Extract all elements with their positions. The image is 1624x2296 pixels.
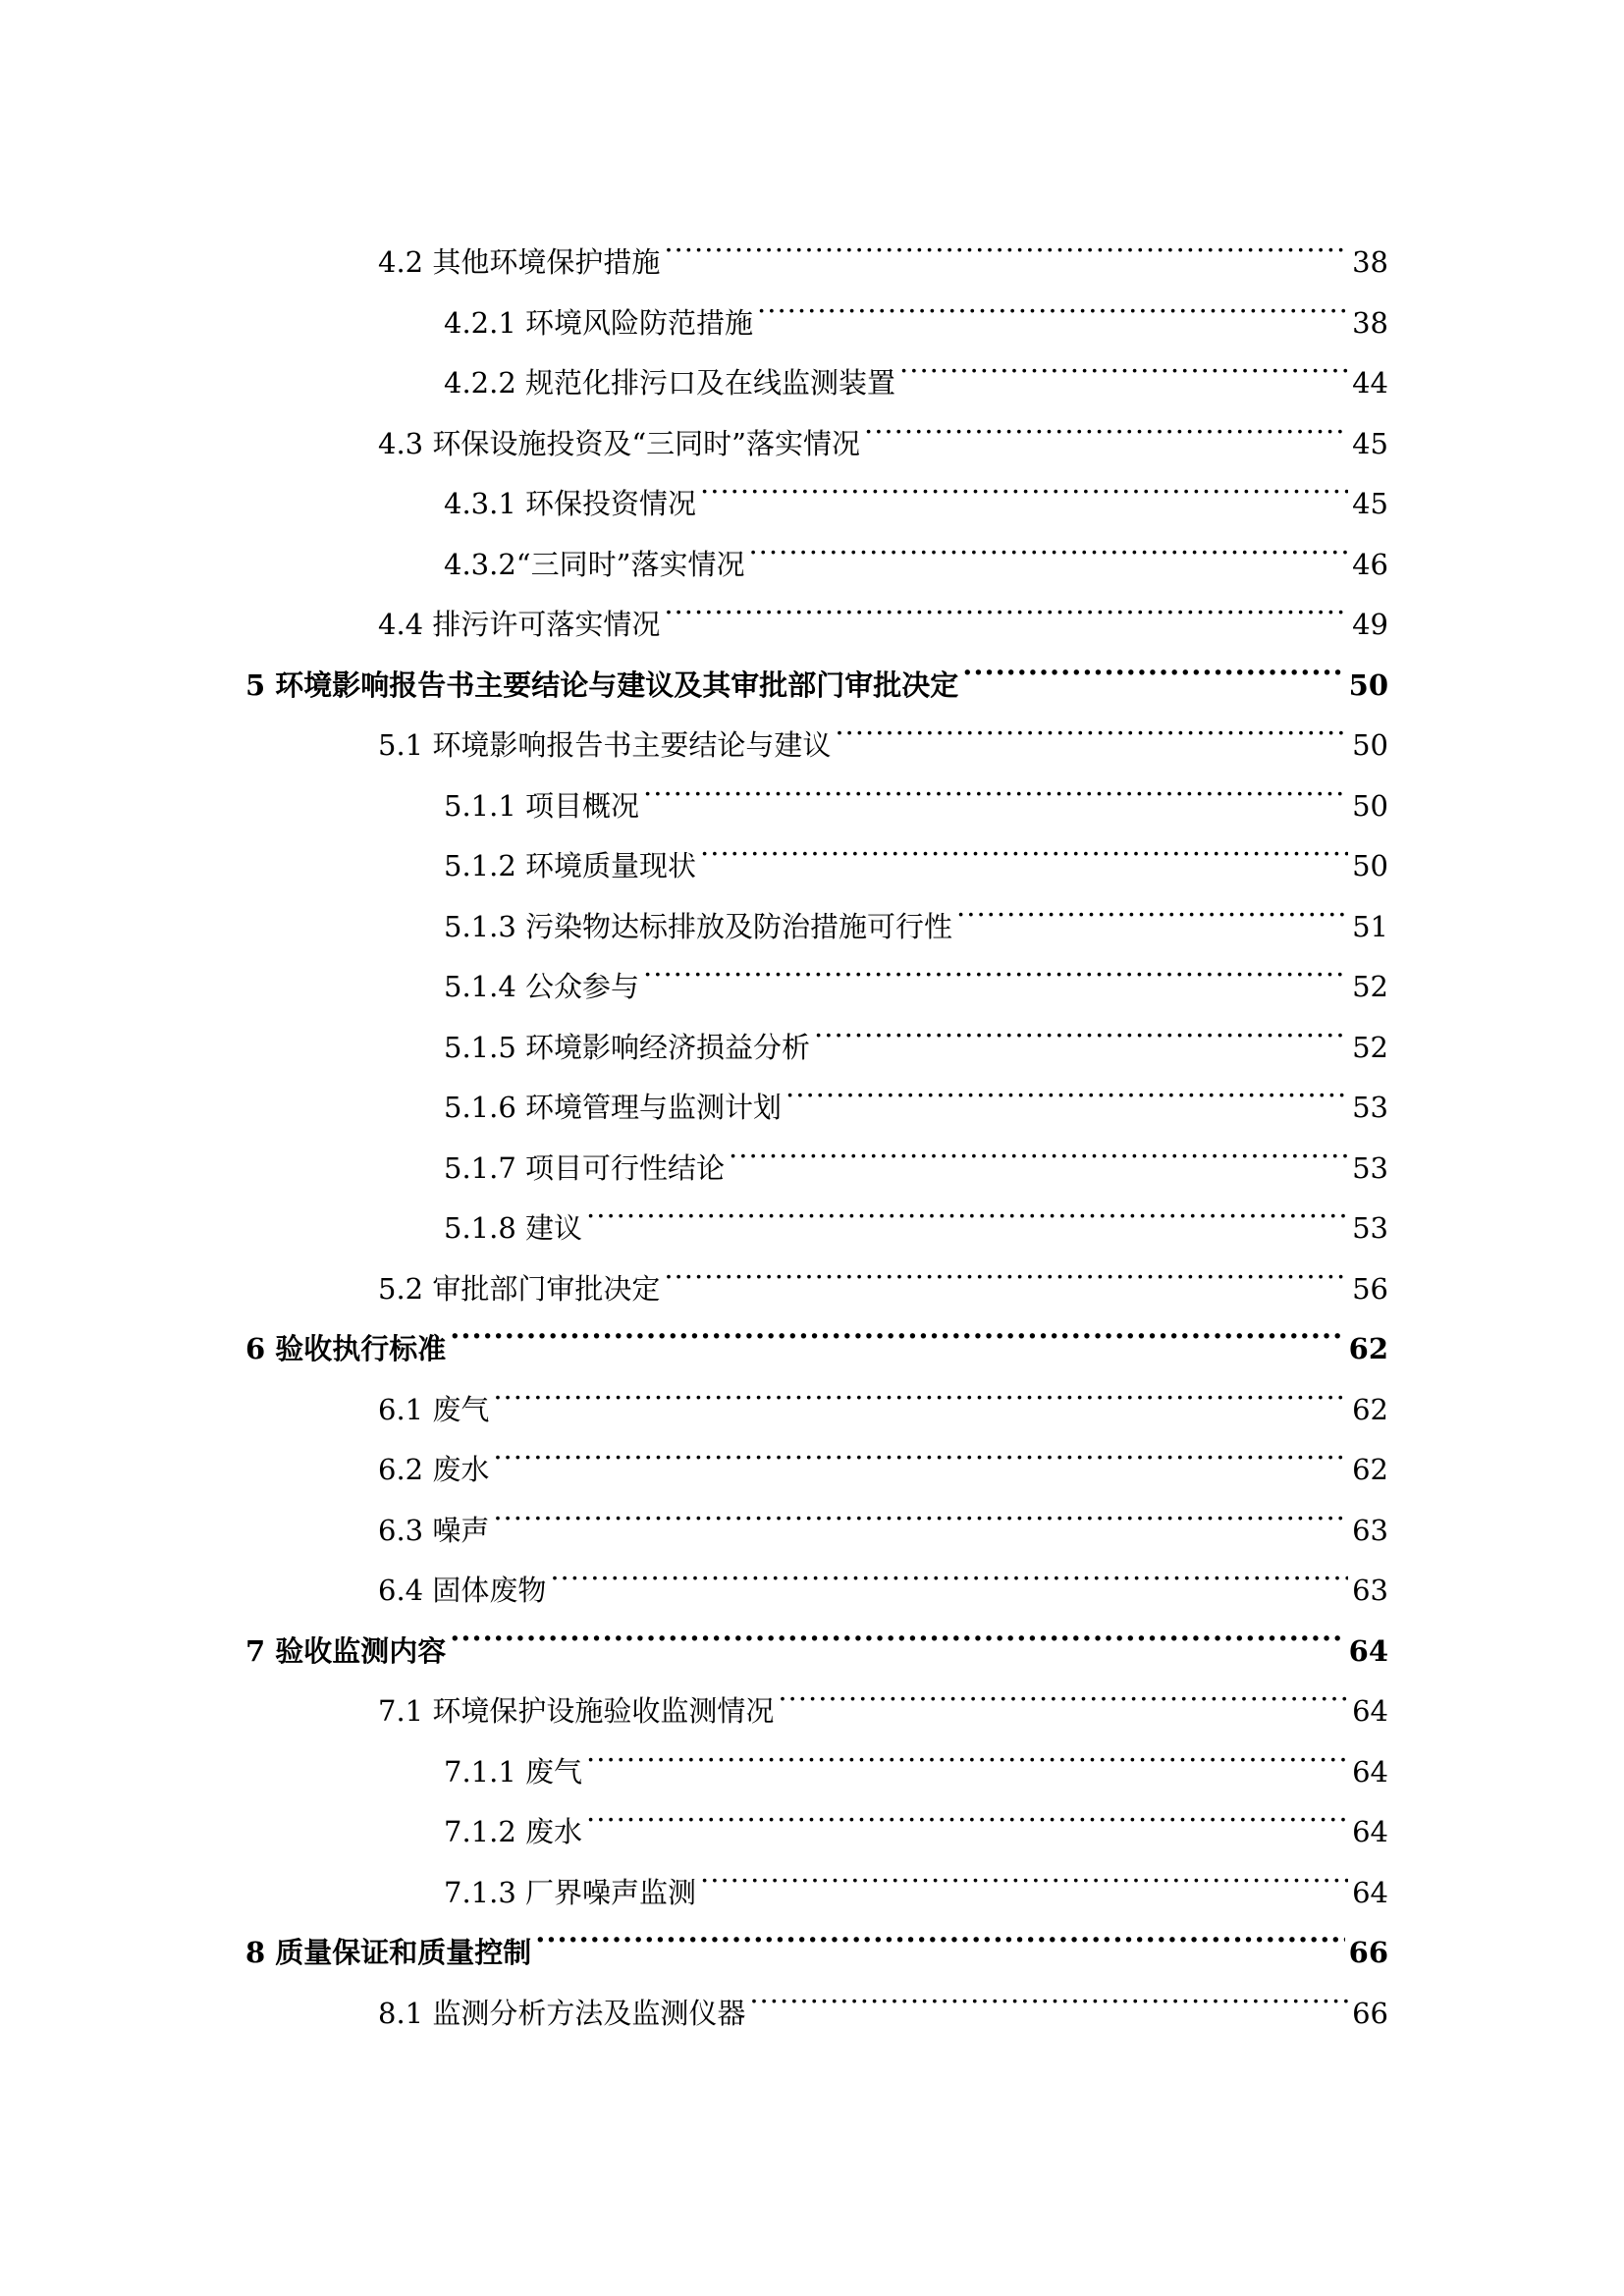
toc-dot-leader bbox=[450, 1298, 1344, 1359]
toc-entry[interactable] bbox=[444, 272, 1388, 340]
toc-dot-leader bbox=[962, 634, 1344, 695]
toc-dot-leader bbox=[700, 453, 1348, 513]
toc-entry[interactable] bbox=[444, 996, 1388, 1064]
toc-dot-leader bbox=[643, 755, 1348, 816]
toc-entry-title: 4.4 排污许可落实情况 bbox=[378, 608, 661, 641]
toc-entry[interactable] bbox=[245, 1298, 1388, 1365]
toc-entry[interactable] bbox=[378, 694, 1388, 762]
toc-entry-title: 6.4 固体废物 bbox=[378, 1574, 547, 1607]
toc-dot-leader bbox=[956, 876, 1348, 936]
toc-entry-page-number: 45 bbox=[1352, 426, 1388, 460]
toc-dot-leader bbox=[778, 1660, 1348, 1721]
toc-entry-title: 5.1.4 公众参与 bbox=[444, 970, 640, 1003]
toc-entry-page-number: 53 bbox=[1352, 1211, 1388, 1245]
toc-entry-title: 6 验收执行标准 bbox=[245, 1332, 447, 1365]
toc-entry[interactable] bbox=[444, 815, 1388, 882]
toc-entry-title: 5.1.7 项目可行性结论 bbox=[444, 1150, 726, 1185]
toc-entry-title: 6.1 废气 bbox=[378, 1392, 490, 1426]
toc-entry-title: 5 环境影响报告书主要结论与建议及其审批部门审批决定 bbox=[245, 667, 959, 702]
toc-entry-title: 5.1.5 环境影响经济损益分析 bbox=[444, 1030, 811, 1064]
toc-entry[interactable] bbox=[378, 1418, 1388, 1486]
toc-entry-page-number: 56 bbox=[1352, 1271, 1388, 1306]
toc-dot-leader bbox=[450, 1600, 1344, 1661]
toc-entry-title: 4.2.2 规范化排污口及在线监测装置 bbox=[444, 366, 896, 400]
toc-entry-title: 5.2 审批部门审批决定 bbox=[378, 1271, 661, 1306]
toc-entry-title: 5.1.3 污染物达标排放及防治措施可行性 bbox=[444, 909, 953, 943]
toc-entry-title: 4.2 其他环境保护措施 bbox=[378, 245, 661, 279]
toc-entry-page-number: 63 bbox=[1352, 1574, 1388, 1607]
toc-dot-leader bbox=[493, 1479, 1348, 1540]
toc-entry[interactable] bbox=[444, 1721, 1388, 1789]
toc-entry[interactable] bbox=[378, 1660, 1388, 1728]
toc-entry[interactable] bbox=[378, 1238, 1388, 1306]
toc-entry-title: 7.1.1 废气 bbox=[444, 1754, 583, 1789]
toc-entry[interactable] bbox=[444, 1781, 1388, 1848]
toc-dot-leader bbox=[550, 1539, 1348, 1600]
toc-entry-page-number: 50 bbox=[1352, 788, 1388, 823]
toc-entry[interactable] bbox=[245, 634, 1388, 702]
toc-entry-title: 6.2 废水 bbox=[378, 1453, 490, 1486]
toc-dot-leader bbox=[664, 573, 1348, 634]
toc-entry-page-number: 51 bbox=[1352, 909, 1388, 943]
toc-dot-leader bbox=[835, 694, 1348, 755]
toc-entry-title: 5.1.8 建议 bbox=[444, 1211, 583, 1245]
toc-entry-page-number: 50 bbox=[1352, 728, 1388, 762]
toc-dot-leader bbox=[729, 1117, 1348, 1178]
toc-entry-page-number: 52 bbox=[1352, 1030, 1388, 1064]
toc-entry-page-number: 62 bbox=[1352, 1392, 1388, 1426]
toc-entry-page-number: 53 bbox=[1352, 1091, 1388, 1124]
toc-entry[interactable] bbox=[444, 513, 1388, 581]
toc-entry-page-number: 64 bbox=[1352, 1694, 1388, 1728]
toc-entry-title: 8 质量保证和质量控制 bbox=[245, 1936, 532, 1969]
toc-entry-page-number: 50 bbox=[1352, 849, 1388, 882]
toc-entry-page-number: 46 bbox=[1352, 547, 1388, 581]
toc-dot-leader bbox=[749, 1962, 1348, 2023]
toc-entry[interactable] bbox=[444, 453, 1388, 520]
toc-entry[interactable] bbox=[444, 1056, 1388, 1124]
toc-entry-title: 7.1 环境保护设施验收监测情况 bbox=[378, 1694, 775, 1728]
toc-entry-page-number: 66 bbox=[1352, 1996, 1388, 2030]
toc-dot-leader bbox=[643, 935, 1348, 996]
toc-dot-leader bbox=[664, 211, 1348, 272]
toc-entry[interactable] bbox=[444, 332, 1388, 400]
toc-entry-title: 4.2.1 环境风险防范措施 bbox=[444, 305, 754, 340]
toc-entry-page-number: 64 bbox=[1352, 1815, 1388, 1848]
toc-entry[interactable] bbox=[444, 1842, 1388, 1909]
toc-entry-title: 5.1 环境影响报告书主要结论与建议 bbox=[378, 728, 832, 762]
toc-dot-leader bbox=[586, 1781, 1348, 1842]
toc-dot-leader bbox=[748, 513, 1348, 574]
toc-entry[interactable] bbox=[444, 935, 1388, 1003]
toc-entry-title: 6.3 噪声 bbox=[378, 1513, 490, 1547]
toc-entry[interactable] bbox=[245, 1901, 1388, 1969]
toc-entry-title: 5.1.2 环境质量现状 bbox=[444, 849, 697, 882]
toc-entry-title: 4.3.1 环保投资情况 bbox=[444, 487, 697, 520]
toc-entry-title: 4.3.2“三同时”落实情况 bbox=[444, 547, 745, 581]
toc-entry[interactable] bbox=[378, 1479, 1388, 1547]
toc-entry[interactable] bbox=[378, 211, 1388, 279]
toc-entry-page-number: 53 bbox=[1352, 1150, 1388, 1185]
toc-entry[interactable] bbox=[378, 573, 1388, 641]
toc-dot-leader bbox=[493, 1359, 1348, 1419]
toc-entry[interactable] bbox=[444, 1117, 1388, 1185]
toc-dot-leader bbox=[586, 1721, 1348, 1782]
toc-entry[interactable] bbox=[378, 1962, 1388, 2030]
toc-entry-title: 5.1.6 环境管理与监测计划 bbox=[444, 1091, 783, 1124]
toc-dot-leader bbox=[664, 1238, 1348, 1299]
toc-entry-page-number: 63 bbox=[1352, 1513, 1388, 1547]
toc-entry-page-number: 52 bbox=[1352, 970, 1388, 1003]
toc-entry[interactable] bbox=[444, 876, 1388, 943]
toc-entry-title: 4.3 环保设施投资及“三同时”落实情况 bbox=[378, 426, 860, 460]
toc-entry-page-number: 50 bbox=[1348, 667, 1388, 702]
toc-entry-page-number: 64 bbox=[1348, 1633, 1388, 1668]
toc-entry[interactable] bbox=[245, 1600, 1388, 1668]
toc-entry-page-number: 64 bbox=[1352, 1875, 1388, 1909]
toc-dot-leader bbox=[586, 1177, 1348, 1238]
toc-entry-page-number: 66 bbox=[1348, 1936, 1388, 1969]
toc-dot-leader bbox=[700, 815, 1348, 876]
toc-dot-leader bbox=[785, 1056, 1348, 1117]
toc-dot-leader bbox=[814, 996, 1348, 1057]
toc-entry[interactable] bbox=[378, 393, 1388, 460]
toc-dot-leader bbox=[757, 272, 1348, 333]
toc-entry-page-number: 62 bbox=[1348, 1332, 1388, 1365]
toc-dot-leader bbox=[535, 1901, 1344, 1962]
toc-dot-leader bbox=[493, 1418, 1348, 1479]
toc-entry[interactable] bbox=[444, 1177, 1388, 1245]
toc-entry-title: 7.1.2 废水 bbox=[444, 1815, 583, 1848]
toc-entry-page-number: 38 bbox=[1352, 245, 1388, 279]
toc-entry-page-number: 49 bbox=[1352, 608, 1388, 641]
toc-entry[interactable] bbox=[378, 1539, 1388, 1607]
toc-entry-page-number: 64 bbox=[1352, 1754, 1388, 1789]
toc-entry-title: 7 验收监测内容 bbox=[245, 1633, 447, 1668]
toc-dot-leader bbox=[899, 332, 1348, 393]
toc-entry-title: 7.1.3 厂界噪声监测 bbox=[444, 1875, 697, 1909]
toc-dot-leader bbox=[864, 393, 1348, 454]
toc-entry-page-number: 38 bbox=[1352, 305, 1388, 340]
toc-entry[interactable] bbox=[378, 1359, 1388, 1426]
toc-entry[interactable] bbox=[444, 755, 1388, 823]
toc-entry-page-number: 62 bbox=[1352, 1453, 1388, 1486]
toc-dot-leader bbox=[700, 1842, 1348, 1902]
toc-entry-page-number: 45 bbox=[1352, 487, 1388, 520]
toc-entry-title: 5.1.1 项目概况 bbox=[444, 788, 640, 823]
toc-entry-page-number: 44 bbox=[1352, 366, 1388, 400]
toc-entry-title: 8.1 监测分析方法及监测仪器 bbox=[378, 1996, 746, 2030]
